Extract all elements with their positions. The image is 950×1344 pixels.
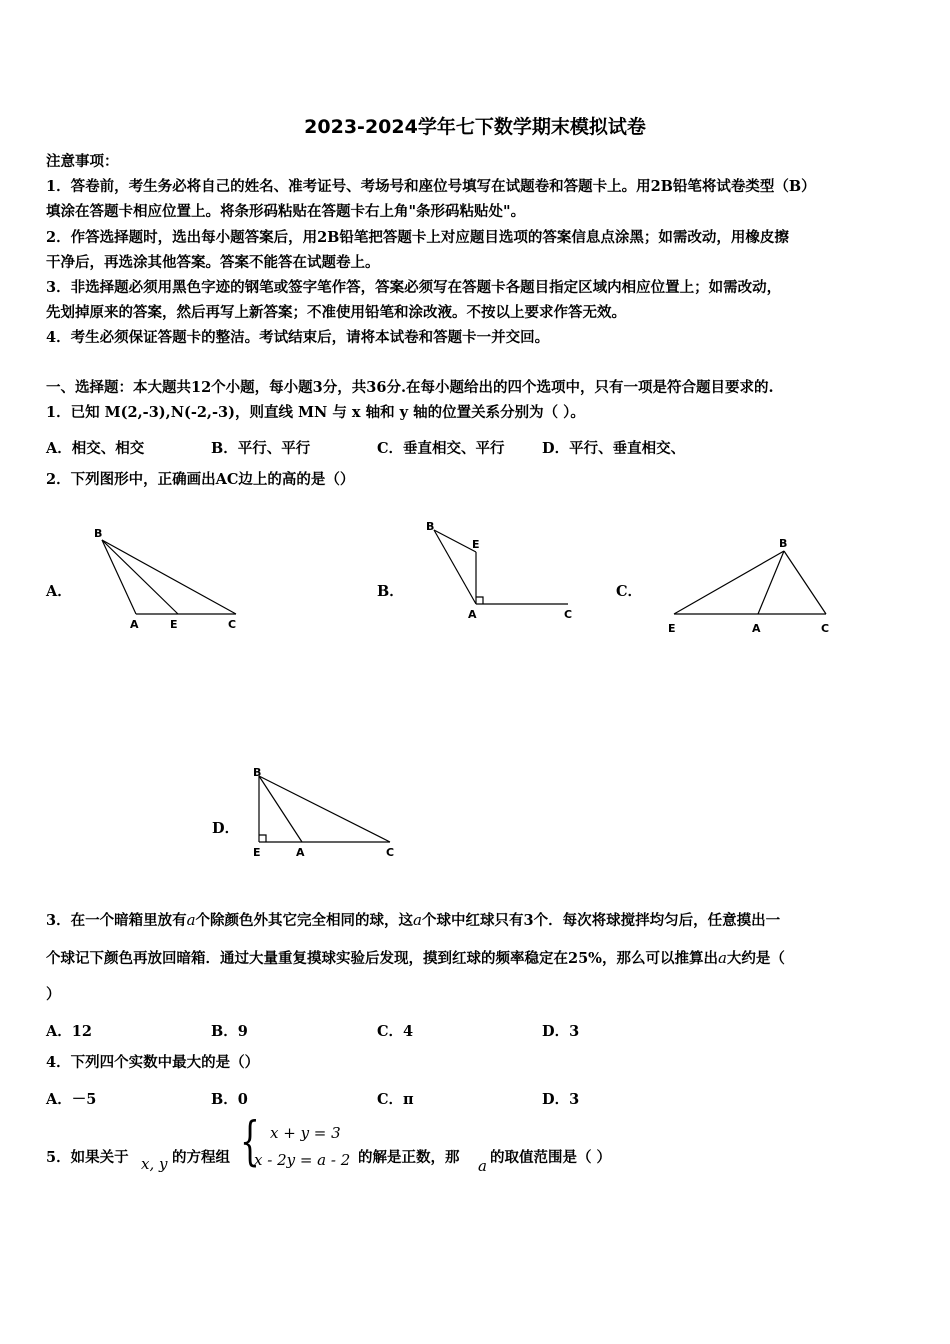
q4-option-b: B．0 xyxy=(211,1091,248,1108)
fig-label: C xyxy=(564,608,573,621)
q5-equation-2: x - 2y = a - 2 xyxy=(254,1151,351,1169)
question-5-suffix2: 的取值范围是（ ） xyxy=(490,1149,612,1166)
q4-option-a: A．－5 xyxy=(46,1091,97,1108)
q3-option-c: C．4 xyxy=(377,1023,414,1040)
q2-option-a: A． xyxy=(46,583,72,600)
section-heading: 一、选择题：本大题共12个小题，每小题3分，共36分.在每小题给出的四个选项中，只有一项是符合题目要求的. xyxy=(46,379,774,396)
fig-label: A xyxy=(752,622,761,635)
q3-option-a: A．12 xyxy=(46,1023,92,1040)
q2-option-b: B． xyxy=(377,583,404,600)
q2-figure-c xyxy=(660,530,840,640)
question-5-suffix1: 的解是正数，那 xyxy=(358,1149,460,1166)
fig-label: B xyxy=(779,537,788,550)
page-title: 2023-2024学年七下数学期末模拟试卷 xyxy=(304,116,646,138)
q1-option-a: A．相交、相交 xyxy=(46,440,145,457)
question-1-stem: 1．已知 M(2,-3),N(-2,-3)，则直线 MN 与 x 轴和 y 轴的位置关系分别为（ ）。 xyxy=(46,404,585,421)
q2-option-d: D． xyxy=(212,820,240,837)
notice-line: 1．答卷前，考生务必将自己的姓名、准考证号、考场号和座位号填写在试题卷和答题卡上。用2B铅笔将试卷类型（B） xyxy=(46,178,816,195)
notice-line: 2．作答选择题时，选出每小题答案后，用2B铅笔把答题卡上对应题目选项的答案信息点涂黑；如需改动，用橡皮擦 xyxy=(46,229,789,246)
q1-option-b: B．平行、平行 xyxy=(211,440,311,457)
fig-label: E xyxy=(253,846,261,859)
q1-option-d: D．平行、垂直相交、 xyxy=(542,440,686,457)
q3-option-b: B．9 xyxy=(211,1023,248,1040)
notice-line: 干净后，再选涂其他答案。答案不能答在试题卷上。 xyxy=(46,254,380,271)
question-2-stem: 2．下列图形中，正确画出AC边上的高的是（） xyxy=(46,471,355,488)
q5-a-var: a xyxy=(478,1157,487,1175)
left-brace: { xyxy=(240,1112,260,1172)
question-4-stem: 4．下列四个实数中最大的是（） xyxy=(46,1054,260,1071)
fig-label: B xyxy=(426,520,435,533)
fig-label: A xyxy=(130,618,139,631)
fig-label: E xyxy=(472,538,480,551)
notice-line: 填涂在答题卡相应位置上。将条形码粘贴在答题卡右上角"条形码粘贴处"。 xyxy=(46,203,526,220)
fig-label: A xyxy=(468,608,477,621)
fig-label: E xyxy=(170,618,178,631)
q3-option-d: D．3 xyxy=(542,1023,580,1040)
q2-figure-a xyxy=(90,520,250,635)
notice-line: 3．非选择题必须用黑色字迹的钢笔或签字笔作答，答案必须写在答题卡各题目指定区域内相应位置上；如需改动， xyxy=(46,279,782,296)
q5-vars: x, y xyxy=(141,1155,168,1173)
fig-label: C xyxy=(386,846,395,859)
fig-label: C xyxy=(821,622,830,635)
fig-label: A xyxy=(296,846,305,859)
question-3-line1: 3．在一个暗箱里放有a个除颜色外其它完全相同的球，这a个球中红球只有3个．每次将球搅拌均匀后，任意摸出一 xyxy=(46,911,781,929)
question-3-line2: 个球记下颜色再放回暗箱．通过大量重复摸球实验后发现，摸到红球的频率稳定在25%，那么可以推算出a大约是（ xyxy=(46,949,785,967)
q4-option-d: D．3 xyxy=(542,1091,580,1108)
q1-option-c: C．垂直相交、平行 xyxy=(377,440,505,457)
notice-line: 先划掉原来的答案，然后再写上新答案；不准使用铅笔和涂改液。不按以上要求作答无效。 xyxy=(46,304,626,321)
q2-figure-d xyxy=(246,758,406,863)
question-3-line3: ） xyxy=(46,986,61,1003)
fig-label: B xyxy=(253,766,262,779)
q5-equation-1: x + y = 3 xyxy=(270,1124,341,1142)
fig-label: B xyxy=(94,527,103,540)
fig-label: E xyxy=(668,622,676,635)
notice-line: 4．考生必须保证答题卡的整洁。考试结束后，请将本试卷和答题卡一并交回。 xyxy=(46,329,550,346)
q2-option-c: C． xyxy=(616,583,643,600)
question-5-mid: 的方程组 xyxy=(172,1149,230,1166)
q2-figure-b xyxy=(420,515,585,625)
notice-heading: 注意事项： xyxy=(46,153,119,170)
question-5-prefix: 5．如果关于 xyxy=(46,1149,129,1166)
fig-label: C xyxy=(228,618,237,631)
q4-option-c: C．π xyxy=(377,1091,414,1108)
